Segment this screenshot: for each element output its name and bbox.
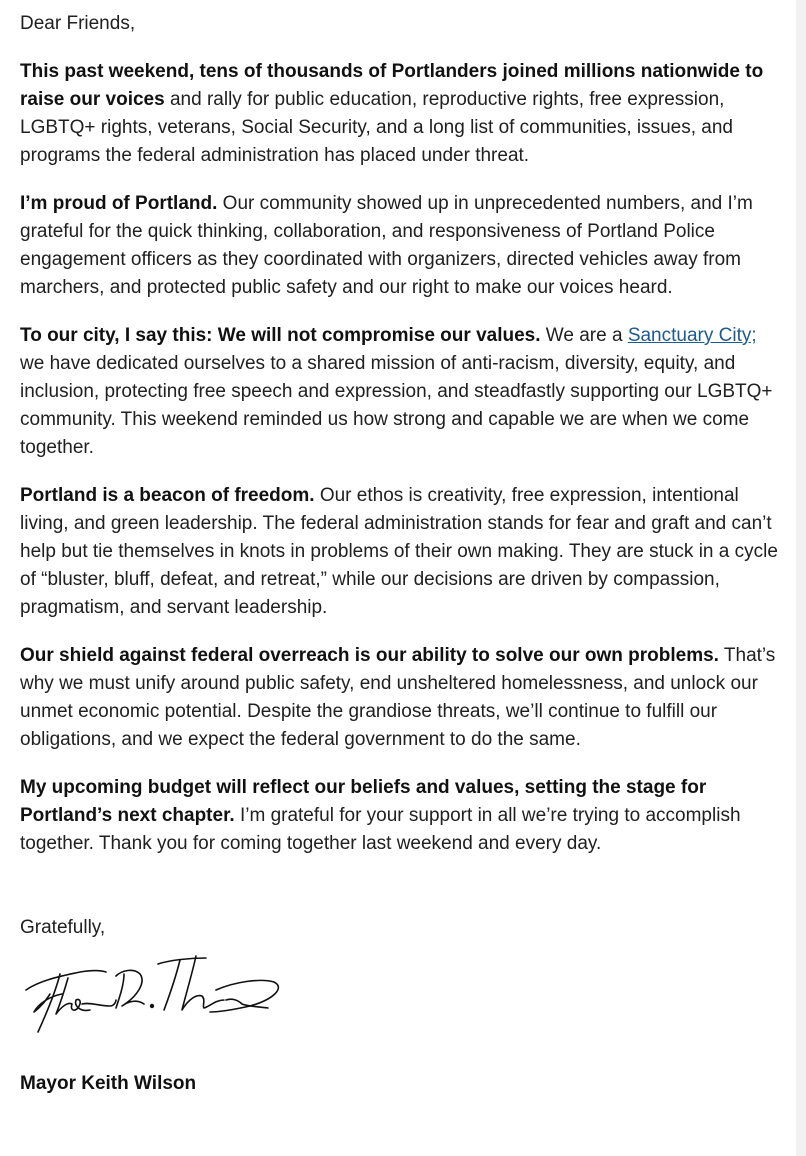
paragraph-6-lead: My upcoming budget will reflect our beliefs and values, setting the stage for Portland’s next chapter. xyxy=(20,777,707,826)
paragraph-2 xyxy=(20,190,784,302)
paragraph-3-text: we have dedicated ourselves to a shared mission of anti-racism, diversity, equity, and inclusion, protecting free speech and expression, and steadfastly supporting our LGBTQ+ community. This weekend reminded us how strong and capable we are when we come together. xyxy=(20,353,773,458)
paragraph-2-text: Our community showed up in unprecedented numbers, and I’m grateful for the quick thinking, collaboration, and responsiveness of Portland Police engagement officers as they coordinated with organizers, directed vehicles away from marchers, and protected public safety and our right to make our voices heard. xyxy=(20,193,753,298)
paragraph-4-lead: Portland is a beacon of freedom. xyxy=(20,485,315,506)
paragraph-3-lead: To our city, I say this: We will not compromise our values. xyxy=(20,325,541,346)
paragraph-4-text: Our ethos is creativity, free expression, intentional living, and green leadership. The federal administration stands for fear and graft and can’t help but tie themselves in knots in problems of their own making. They are stuck in a cycle of “bluster, bluff, defeat, and retreat,” while our decisions are driven by compassion, pragmatism, and servant leadership. xyxy=(20,485,778,618)
paragraph-1-text: and rally for public education, reproductive rights, free expression, LGBTQ+ rights, veterans, Social Security, and a long list of communities, issues, and programs the federal administration has placed under threat. xyxy=(20,89,734,166)
greeting: Dear Friends, xyxy=(20,13,136,34)
paragraph-5-text: That’s why we must unify around public safety, end unsheltered homelessness, and unlock our unmet economic potential. Despite the grandiose threats, we’ll continue to fulfill our obligations, and we expect the federal government to do the same. xyxy=(20,645,776,750)
signature-icon xyxy=(20,950,280,1040)
paragraph-2-lead: I’m proud of Portland. xyxy=(20,193,218,214)
paragraph-6-text: I’m grateful for your support in all we’re trying to accomplish together. Thank you for coming together last weekend and every day. xyxy=(20,805,741,854)
paragraph-5-lead: Our shield against federal overreach is our ability to solve our own problems. xyxy=(20,645,719,666)
paragraph-1 xyxy=(20,58,784,170)
paragraph-1-lead: This past weekend, tens of thousands of Portlanders joined millions nationwide to raise our voices xyxy=(20,61,764,110)
paragraph-3 xyxy=(20,322,784,462)
scrollbar-track[interactable] xyxy=(796,0,806,1156)
signer-name: Mayor Keith Wilson xyxy=(20,1073,197,1094)
paragraph-3-text-before-link: We are a xyxy=(540,325,628,346)
paragraph-5 xyxy=(20,642,784,754)
sanctuary-city-link[interactable]: Sanctuary City; xyxy=(627,325,757,346)
paragraph-6 xyxy=(20,774,784,858)
paragraph-4 xyxy=(20,482,784,622)
letter-body xyxy=(20,10,784,1118)
closing: Gratefully, xyxy=(20,917,106,938)
